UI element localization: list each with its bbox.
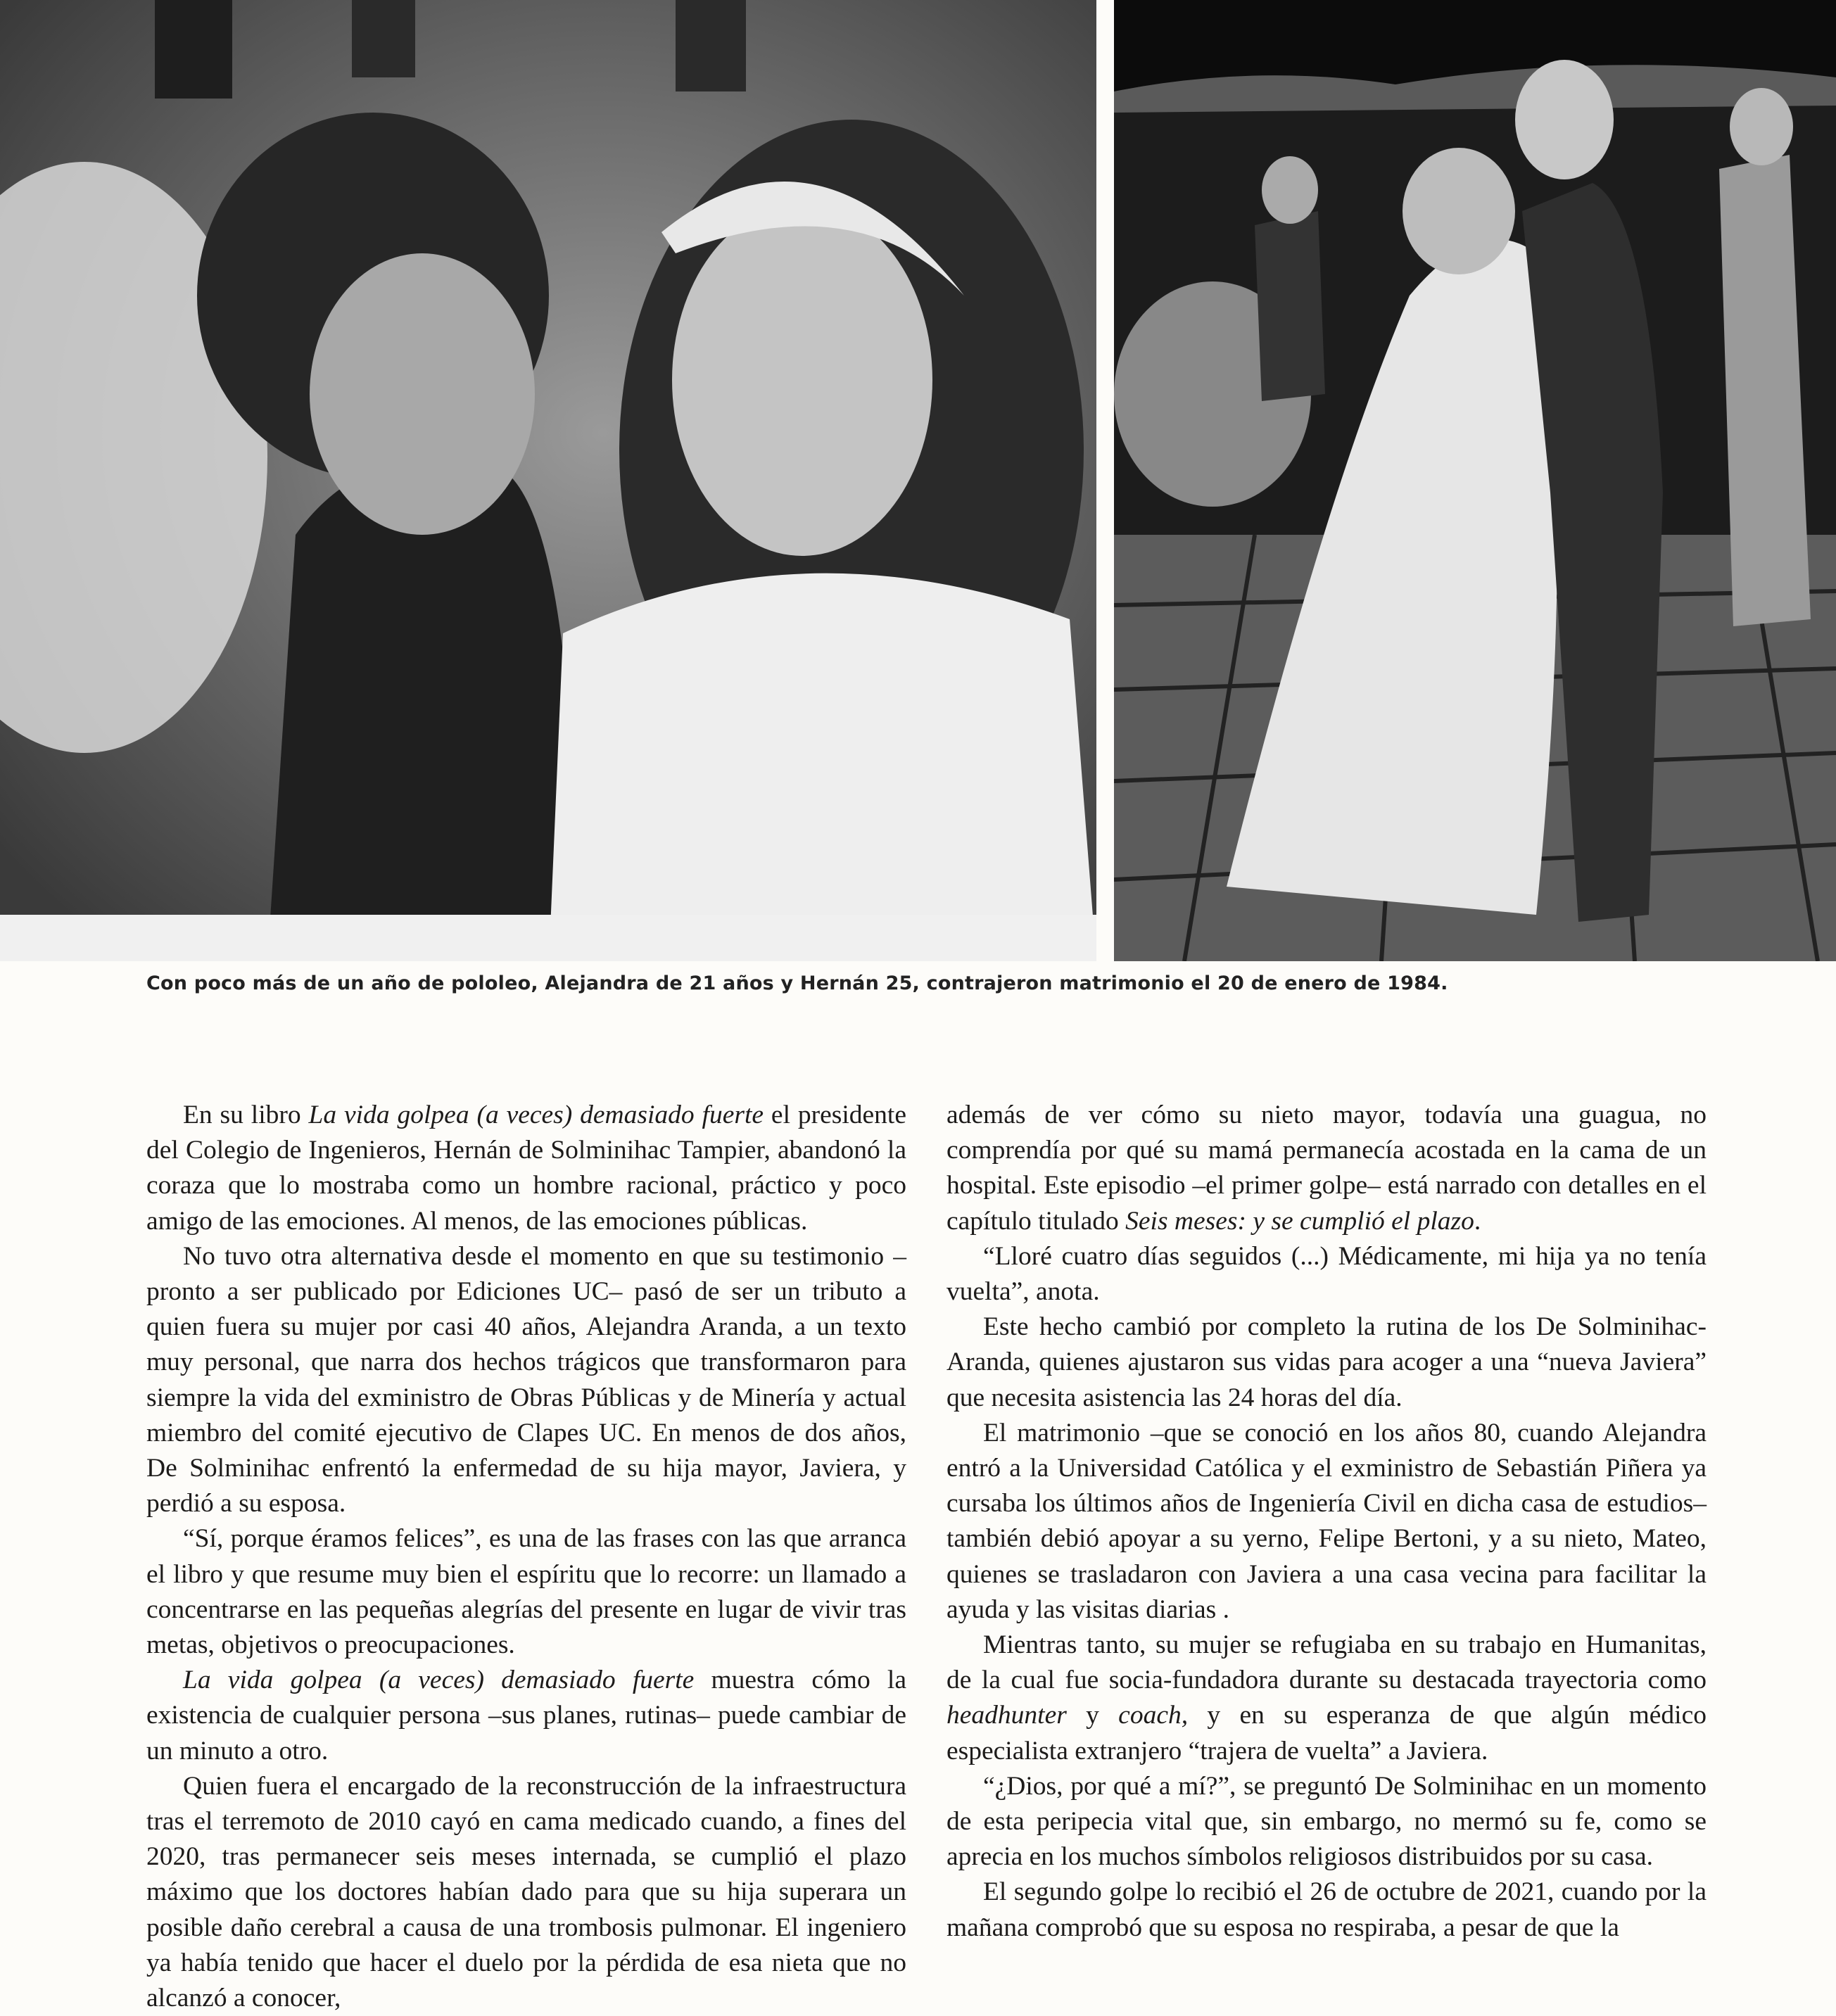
article-paragraph: [947, 1310, 1707, 1416]
article-paragraph: [947, 1098, 1707, 1239]
paragraph-text: .: [1474, 1206, 1481, 1236]
paragraph-text: “Sí, porque éramos felices”, es una de las frases con las que arranca el libro y que resume muy bien el espíritu que lo recorre: un llamado a concentrarse en las pequeñas alegrías del presente en lugar de vivir tras metas, objetivos o preocupaciones.: [146, 1524, 906, 1660]
italic-title-text: La vida golpea (a veces) demasiado fuerte: [183, 1666, 695, 1695]
paragraph-text: Mientras tanto, su mujer se refugiaba en su trabajo en Humanitas, de la cual fue socia-fundadora durante su destacada trayectoria como: [947, 1630, 1707, 1695]
wedding-dance-photo-icon: [1114, 0, 1836, 961]
article-paragraph: [146, 1098, 906, 1239]
article-paragraph: [146, 1521, 906, 1663]
paragraph-text: “Lloré cuatro días seguidos (...) Médicamente, mi hija ya no tenía vuelta”, anota.: [947, 1241, 1707, 1307]
paragraph-text: “¿Dios, por qué a mí?”, se preguntó De Solminihac en un momento de esta peripecia vital que, sin embargo, no mermó su fe, como se aprecia en los muchos símbolos religiosos distribuidos por su casa.: [947, 1771, 1707, 1872]
article-paragraph: [947, 1239, 1707, 1310]
article-paragraph: [947, 1769, 1707, 1875]
article-column-left: [146, 1098, 906, 2016]
article-paragraph: [947, 1628, 1707, 1769]
paragraph-text: muestra cómo la existencia de cualquier persona –sus planes, rutinas– puede cambiar de un minuto a otro.: [146, 1666, 906, 1765]
wedding-couple-photo: [0, 0, 1096, 961]
article-paragraph: [947, 1875, 1707, 1945]
article-column-right: [947, 1098, 1707, 1946]
paragraph-text: Quien fuera el encargado de la reconstrucción de la infraestructura tras el terremoto de 2010 cayó en cama medicado cuando, a fines del 2020, tras permanecer seis meses internada, se cumplió el plazo máximo que los doctores habían dado para que su hija superara un posible daño cerebral a causa de una trombosis pulmonar. El ingeniero ya había tenido que hacer el duelo por la pérdida de esa nieta que no alcanzó a conocer,: [146, 1771, 906, 2013]
article-paragraph: [146, 1663, 906, 1769]
article-paragraph: [947, 1416, 1707, 1628]
paragraph-text: En su libro: [183, 1101, 309, 1129]
italic-title-text: headhunter: [947, 1701, 1067, 1730]
paragraph-text: El segundo golpe lo recibió el 26 de octubre de 2021, cuando por la mañana comprobó que su esposa no respiraba, a pesar de que la: [947, 1877, 1707, 1942]
wedding-couple-photo-icon: [0, 0, 1096, 961]
paragraph-text: El matrimonio –que se conoció en los años 80, cuando Alejandra entró a la Universidad Católica y el exministro de Sebastián Piñera ya cursaba los últimos años de Ingeniería Civil en dicha casa de estudios– también debió apoyar a su yerno, Felipe Bertoni, y a su nieto, Mateo, quienes se trasladaron con Javiera a una casa vecina para facilitar la ayuda y las visitas diarias .: [947, 1418, 1707, 1624]
paragraph-text: y en su esperanza de que algún médico especialista extranjero “trajera de vuelta” a Javiera.: [947, 1701, 1707, 1765]
paragraph-text: y: [1066, 1701, 1119, 1730]
article-paragraph: [146, 1769, 906, 2016]
paragraph-text: el presidente del Colegio de Ingenieros, Hernán de Solminihac Tampier, abandonó la coraza que lo mostraba como un hombre racional, práctico y poco amigo de las emociones. Al menos, de las emociones públicas.: [146, 1101, 906, 1236]
paragraph-text: No tuvo otra alternativa desde el momento en que su testimonio –pronto a ser publicado por Ediciones UC– pasó de ser un tributo a quien fuera su mujer por casi 40 años, Alejandra Aranda, a un texto muy personal, que narra dos hechos trágicos que transformaron para siempre la vida del exministro de Obras Públicas y de Minería y actual miembro del comité ejecutivo de Clapes UC. En menos de dos años, De Solminihac enfrentó la enfermedad de su hija mayor, Javiera, y perdió a su esposa.: [146, 1241, 906, 1519]
photo-caption: Con poco más de un año de pololeo, Alejandra de 21 años y Hernán 25, contrajeron matrimonio el 20 de enero de 1984.: [146, 972, 1448, 994]
italic-title-text: Seis meses: y se cumplió el plazo: [1125, 1206, 1474, 1236]
wedding-dance-photo: [1114, 0, 1836, 961]
italic-title-text: coach,: [1118, 1701, 1189, 1730]
paragraph-text: además de ver cómo su nieto mayor, todavía una guagua, no comprendía por qué su mamá permanecía acostada en la cama de un hospital. Este episodio –el primer golpe– está narrado con detalles en el capítulo titulado: [947, 1101, 1707, 1236]
italic-title-text: La vida golpea (a veces) demasiado fuerte: [308, 1101, 764, 1129]
article-paragraph: [146, 1239, 906, 1522]
paragraph-text: Este hecho cambió por completo la rutina de los De Solminihac-Aranda, quienes ajustaron sus vidas para acoger a una “nueva Javiera” que necesita asistencia las 24 horas del día.: [947, 1312, 1707, 1412]
